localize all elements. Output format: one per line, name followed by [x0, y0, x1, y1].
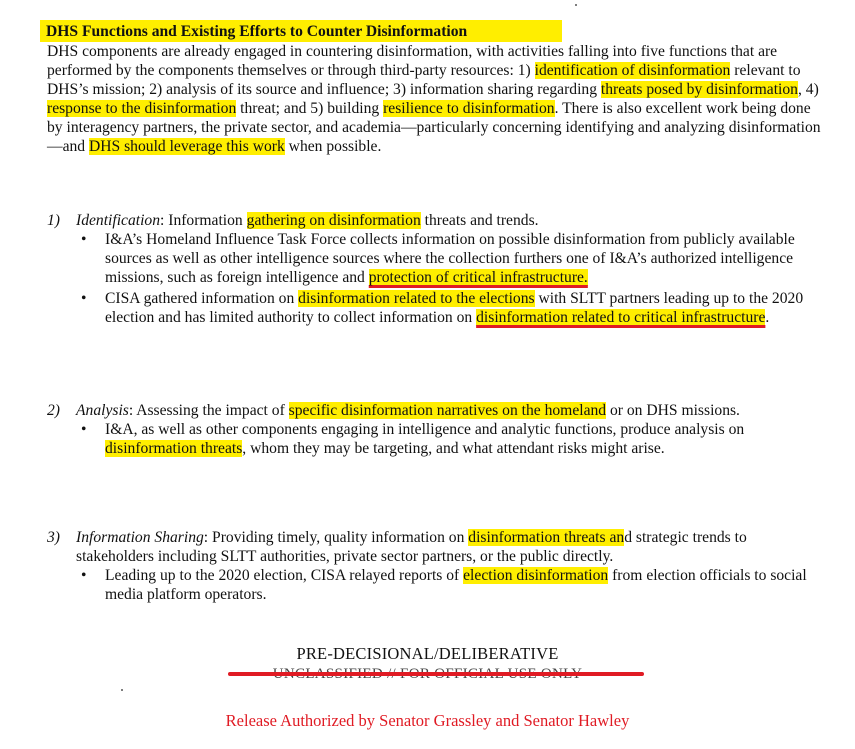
section-heading	[40, 20, 562, 42]
intro-text: relevant to DHS’s mission; 2) analysis of its source and influence; 3) information sharing regarding	[47, 62, 801, 98]
bullet-text: , whom they may be targeting, and what attendant risks might arise.	[242, 440, 665, 457]
item-term: Information Sharing	[76, 529, 204, 546]
predecisional-marking: PRE-DECISIONAL/DELIBERATIVE	[296, 644, 559, 663]
item-highlight: disinformation threats an	[468, 529, 625, 546]
intro-text: DHS components are already engaged in countering disinformation, with activities falling into five functions that are performed by the components themselves or through third-party resources: 1)	[47, 43, 778, 79]
bullet-text: I&A’s Homeland Influence Task Force collects information on possible disinformation from publicly available sources as well as other intelligence sources where the collection furthers one of I&A’s authorized intelligence missions, such as foreign intelligence and	[105, 231, 795, 286]
bullet-highlight: disinformation related to the elections	[298, 290, 535, 307]
bullet-highlight: disinformation related to critical infrastructure	[476, 309, 766, 326]
item-number: 2)	[47, 402, 60, 419]
item-term: Analysis	[76, 402, 129, 419]
release-notice: Release Authorized by Senator Grassley and Senator Hawley	[225, 711, 630, 730]
bullet-item	[105, 289, 827, 327]
bullet-text: I&A, as well as other components engaging in intelligence and analytic functions, produce analysis on	[105, 421, 745, 438]
item-description	[76, 211, 827, 230]
item-text: : Information	[160, 212, 247, 229]
bullet-list	[47, 566, 827, 604]
item-description	[76, 528, 827, 566]
item-number: 3)	[47, 529, 60, 546]
function-item-information-sharing	[47, 528, 827, 604]
item-text: or on DHS missions.	[606, 402, 740, 419]
item-number: 1)	[47, 212, 60, 229]
intro-text: when possible.	[284, 138, 382, 155]
bullet-item	[105, 230, 827, 287]
intro-text: threat; and 5) building	[236, 100, 384, 117]
intro-highlight: resilience to disinformation	[383, 100, 555, 117]
item-term: Identification	[76, 212, 161, 229]
bullet-item	[105, 420, 827, 458]
bullet-text: from election officials to social media platform operators.	[105, 567, 807, 603]
intro-text: , 4)	[797, 81, 819, 98]
function-item-analysis	[47, 401, 827, 458]
item-highlight: specific disinformation narratives on the homeland	[288, 402, 607, 419]
scan-speck	[121, 689, 123, 691]
function-item-identification	[47, 211, 827, 327]
item-text: threats and trends.	[420, 212, 539, 229]
bullet-text: Leading up to the 2020 election, CISA relayed reports of	[105, 567, 464, 584]
bullet-highlight: disinformation threats	[105, 440, 243, 457]
intro-paragraph	[47, 42, 827, 156]
item-description	[76, 401, 827, 420]
scan-speck	[575, 4, 577, 6]
intro-highlight: threats posed by disinformation	[600, 81, 798, 98]
classification-strikethrough	[228, 672, 644, 676]
bullet-list	[47, 420, 827, 458]
item-text: : Assessing the impact of	[128, 402, 289, 419]
section-heading-text: DHS Functions and Existing Efforts to Counter Disinformation	[46, 23, 468, 40]
bullet-text: with SLTT partners leading up to the 2020 election and has limited authority to collect information on	[105, 290, 804, 326]
bullet-highlight: election disinformation	[463, 567, 609, 584]
bullet-text: .	[765, 309, 770, 326]
intro-text: . There is also excellent work being done by interagency partners, the private sector, and academia—particularly concerning identifying and analyzing disinformation—and	[47, 100, 821, 155]
intro-highlight: DHS should leverage this work	[89, 138, 285, 155]
intro-highlight: response to the disinformation	[47, 100, 237, 117]
bullet-text: CISA gathered information on	[105, 290, 299, 307]
item-text: : Providing timely, quality information on	[203, 529, 469, 546]
bullet-list	[47, 230, 827, 327]
item-highlight: gathering on disinformation	[246, 212, 421, 229]
bullet-highlight: protection of critical infrastructure.	[368, 269, 588, 286]
intro-highlight: identification of disinformation	[534, 62, 731, 79]
item-text: d strategic trends to stakeholders including SLTT authorities, private sector partners, or the public directly.	[76, 529, 747, 565]
bullet-item	[105, 566, 827, 604]
